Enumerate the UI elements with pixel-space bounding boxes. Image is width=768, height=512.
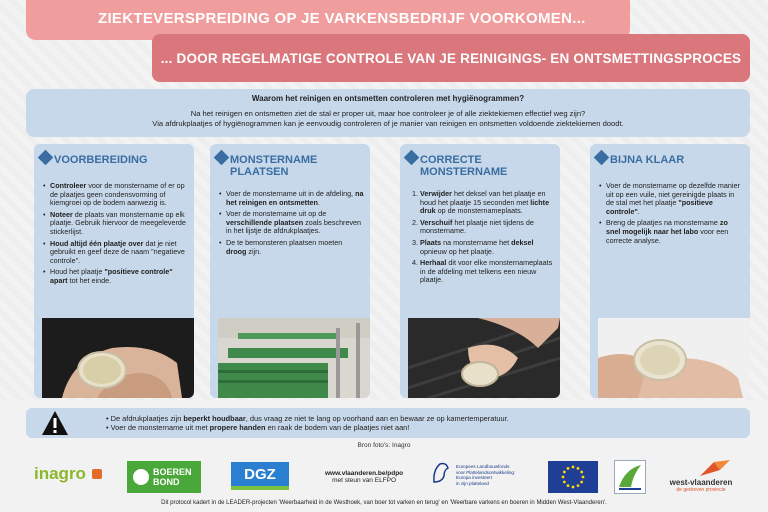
leader-logo: [614, 460, 646, 494]
list-item: • Voer de monstername op dezelfde manier uit op een vuile, niet gereinigde plaats in de stal met het plaatje "positieve controle".: [606, 182, 744, 216]
photo-credit: Bron foto's: Inagro: [357, 442, 411, 449]
diamond-icon: [594, 150, 610, 166]
intro-line-1: Na het reinigen en ontsmetten ziet de stal er proper uit, maar hoe controleer je of alle ziektekiemen effectief weg zijn?: [190, 109, 586, 118]
list-item: 1. Verwijder het deksel van het plaatje en houd het plaatje 15 seconden met lichte druk op de monsternameplaats.: [420, 190, 554, 216]
intro-box: [26, 89, 750, 137]
eu-star: [580, 481, 583, 484]
list-item: • Breng de plaatjes na monstername zo snel mogelijk naar het labo voor een correcte analyse.: [606, 219, 744, 245]
photo-hands-petri-dish: [42, 318, 194, 398]
dgz-logo: DGZ: [231, 462, 289, 490]
warning-box: [26, 408, 750, 438]
card-bijna-klaar: [590, 144, 750, 398]
eu-star: [563, 471, 566, 474]
warning-icon: [40, 409, 70, 437]
card-title: BIJNA KLAAR: [610, 154, 685, 166]
eu-star: [582, 476, 585, 479]
eu-star: [562, 476, 565, 479]
eu-star: [577, 484, 580, 487]
list-item: • Houd altijd één plaatje over dat je niet gebruikt en geef deze de naam "negatieve controle".: [50, 240, 188, 266]
inagro-logo: inagro: [34, 464, 102, 484]
warning-line-1: • De afdrukplaatjes zijn beperkt houdbaar, dus vraag ze niet te lang op voorhand aan en bewaar ze op kamertemperatuur.: [106, 414, 509, 423]
footer-text: Dit protocol kadert in de LEADER-projecten 'Weerbaarheid in de Westhoek, van boer tot varken en terug' en 'Weerbare varkens en boeren in Midden West-Vlaanderen'.: [161, 500, 607, 506]
eu-star: [563, 481, 566, 484]
list-item: 3. Plaats na monstername het deksel opnieuw op het plaatje.: [420, 239, 554, 256]
list-item: 4. Herhaal dit voor elke monsternameplaats in de afdeling met telkens een nieuw plaatje.: [420, 259, 554, 285]
list-item: • Voer de monstername uit in de afdeling, na het reinigen en ontsmetten.: [226, 190, 364, 207]
west-vlaanderen-mark-icon: [698, 458, 732, 478]
card-title: CORRECTE MONSTERNAME: [420, 154, 508, 178]
list-item: • Voer de monstername uit op de verschillende plaatsen zoals beschreven in het lijstje de afdrukplaatjes.: [226, 210, 364, 236]
photo-hands-petri-dish-2: [598, 318, 750, 398]
list-item: • De te bemonsteren plaatsen moeten droog zijn.: [226, 239, 364, 256]
photo-sampling-floor: [408, 318, 560, 398]
boerenbond-logo: BOEREN BOND: [127, 461, 201, 493]
card-monstername-plaatsen: [210, 144, 370, 398]
card-title: VOORBEREIDING: [54, 154, 148, 166]
warning-line-2: • Voer de monstername uit met propere handen en raak de bodem van de plaatjes niet aan!: [106, 423, 509, 432]
eu-flag-icon: [548, 461, 598, 493]
list-item: • Controleer voor de monstername of er op de plaatjes geen condensvorming of kiemgroei op de bodem aanwezig is.: [50, 182, 188, 208]
vlaanderen-lion-icon: [430, 460, 452, 486]
intro-question: Waarom het reinigen en ontsmetten controleren met hygiënogrammen?: [251, 94, 525, 103]
card-correcte-monstername: [400, 144, 560, 398]
boerenbond-b-icon: [133, 469, 149, 485]
main-title: ZIEKTEVERSPREIDING OP JE VARKENSBEDRIJF VOORKOMEN...: [26, 0, 630, 40]
inagro-mark-icon: [92, 469, 102, 479]
intro-line-2: Via afdrukplaatjes of hygiënogrammen kan je eenvoudig controleren of je manier van reinigen en ontsmetten voldoende ziektekiemen doodt.: [152, 119, 624, 128]
eu-star: [567, 467, 570, 470]
eu-star: [572, 466, 575, 469]
list-item: 2. Verschuif het plaatje niet tijdens de monstername.: [420, 219, 554, 236]
eu-star: [572, 486, 575, 489]
eu-star: [580, 471, 583, 474]
diamond-icon: [214, 150, 230, 166]
diamond-icon: [38, 150, 54, 166]
list-item: • Houd het plaatje "positieve controle" apart tot het einde.: [50, 268, 188, 285]
photo-pig-pen: [218, 318, 370, 398]
vlaanderen-pdpo: www.vlaanderen.be/pdpo met steun van ELFPO: [325, 470, 404, 484]
west-vlaanderen-logo: west-vlaanderen de gedreven provincie: [662, 458, 740, 498]
eu-star: [577, 467, 580, 470]
elfpo-text: Europees Landbouwfonds voor Plattelandsontwikkeling: Europa investeert in zijn platteland: [456, 464, 516, 486]
eu-star: [567, 484, 570, 487]
card-title: MONSTERNAME PLAATSEN: [230, 154, 318, 178]
diamond-icon: [404, 150, 420, 166]
card-voorbereiding: [34, 144, 194, 398]
list-item: • Noteer de plaats van monstername op elk plaatje. Gebruik hiervoor de meegeleverde stickerlijst.: [50, 211, 188, 237]
sub-title: ... DOOR REGELMATIGE CONTROLE VAN JE REINIGINGS- EN ONTSMETTINGSPROCES: [152, 34, 750, 82]
logo-bar: [0, 456, 768, 500]
